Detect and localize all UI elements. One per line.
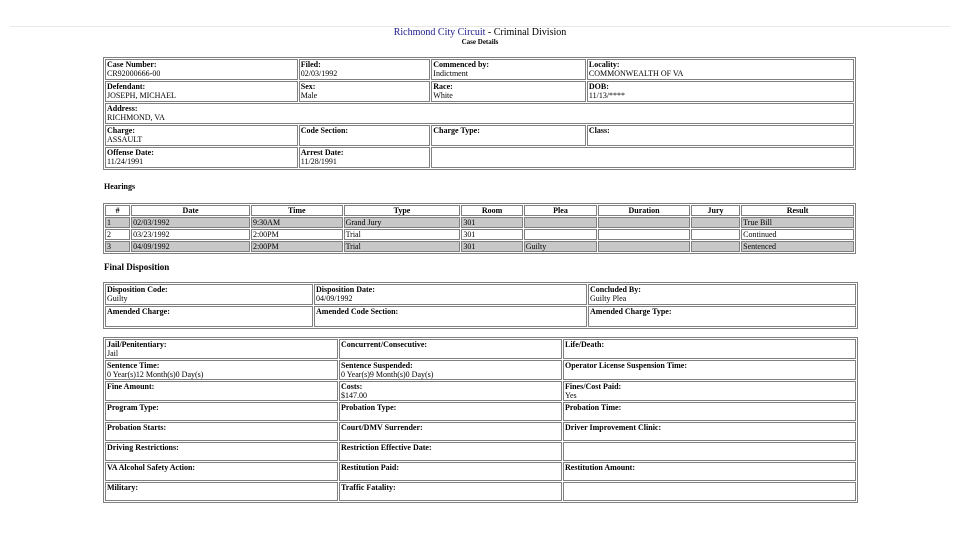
row-time: 2:00PM bbox=[251, 241, 343, 252]
probation-time-cell bbox=[563, 402, 856, 421]
dob-label: DOB: bbox=[588, 82, 609, 91]
division-name: Criminal Division bbox=[493, 27, 567, 38]
suspended-label: Sentence Suspended: bbox=[341, 361, 413, 370]
row-time: 2:00PM bbox=[251, 229, 343, 240]
arrest-date-value: 11/28/1991 bbox=[300, 157, 337, 166]
row-date: 03/23/1992 bbox=[131, 229, 250, 240]
probation-type-cell bbox=[339, 402, 562, 421]
address-cell bbox=[105, 103, 854, 124]
dob-value: 11/13/**** bbox=[588, 91, 626, 100]
sex-cell bbox=[299, 81, 431, 102]
charge-type-label: Charge Type: bbox=[433, 126, 480, 135]
row-type: Trial bbox=[344, 229, 461, 240]
table-row bbox=[105, 217, 854, 228]
program-label: Program Type: bbox=[107, 403, 159, 412]
offense-date-label: Offense Date: bbox=[107, 148, 154, 157]
charge-cell bbox=[105, 125, 298, 146]
hearings-header-row bbox=[105, 205, 854, 216]
col-type: Type bbox=[344, 205, 461, 216]
driving-cell bbox=[105, 442, 338, 461]
case-number-label: Case Number: bbox=[107, 60, 157, 69]
row-room: 301 bbox=[461, 229, 522, 240]
jail-cell bbox=[105, 339, 338, 359]
concluded-value: Guilty Plea bbox=[590, 294, 627, 303]
restitution-paid-label: Restitution Paid: bbox=[341, 463, 399, 472]
offense-date-value: 11/24/1991 bbox=[107, 157, 144, 166]
sentence-time-cell bbox=[105, 360, 338, 380]
row-date: 04/09/1992 bbox=[131, 241, 250, 252]
amended-charge-cell bbox=[105, 306, 313, 327]
case-details-section bbox=[103, 57, 856, 170]
amended-charge-label: Amended Charge: bbox=[107, 307, 170, 316]
restitution-amount-label: Restitution Amount: bbox=[565, 463, 636, 472]
amended-type-cell bbox=[588, 306, 856, 327]
row-plea bbox=[524, 229, 597, 240]
sentence-table bbox=[103, 337, 858, 503]
jail-label: Jail/Penitentiary: bbox=[107, 340, 167, 349]
restitution-paid-cell bbox=[339, 462, 562, 481]
concurrent-cell bbox=[339, 339, 562, 359]
probation-starts-cell bbox=[105, 422, 338, 441]
case-number-value: CR92000666-00 bbox=[107, 69, 161, 78]
row-room: 301 bbox=[461, 241, 522, 252]
restriction-date-label: Restriction Effective Date: bbox=[341, 443, 432, 452]
row-time: 9:30AM bbox=[251, 217, 343, 228]
row-duration bbox=[598, 217, 690, 228]
clinic-cell bbox=[563, 422, 856, 441]
arrest-date-label: Arrest Date: bbox=[300, 148, 344, 157]
locality-label: Locality: bbox=[588, 60, 620, 69]
traffic-fatality-cell bbox=[339, 482, 562, 501]
col-number: # bbox=[105, 205, 130, 216]
row-number: 2 bbox=[105, 229, 130, 240]
row-plea bbox=[524, 217, 597, 228]
row-room: 301 bbox=[461, 217, 522, 228]
costs-cell bbox=[339, 381, 562, 401]
col-duration: Duration bbox=[598, 205, 690, 216]
row-jury bbox=[691, 241, 740, 252]
traffic-fatality-label: Traffic Fatality: bbox=[341, 483, 396, 492]
sentence-section bbox=[103, 337, 856, 503]
amended-code-cell bbox=[314, 306, 587, 327]
disposition-date-value: 04/09/1992 bbox=[316, 294, 353, 303]
row-jury bbox=[691, 217, 740, 228]
disposition-code-value: Guilty bbox=[107, 294, 128, 303]
filed-cell bbox=[299, 59, 431, 80]
costs-value: $147.00 bbox=[341, 391, 367, 400]
disposition-date-cell bbox=[314, 284, 587, 305]
probation-time-label: Probation Time: bbox=[565, 403, 622, 412]
fines-paid-value: Yes bbox=[565, 391, 577, 400]
concluded-label: Concluded By: bbox=[590, 285, 641, 294]
col-jury: Jury bbox=[691, 205, 740, 216]
disposition-code-label: Disposition Code: bbox=[107, 285, 168, 294]
case-number-cell bbox=[105, 59, 298, 80]
hearings-table bbox=[103, 203, 856, 254]
row-plea: Guilty bbox=[524, 241, 597, 252]
row-duration bbox=[598, 241, 690, 252]
costs-label: Costs: bbox=[341, 382, 363, 391]
dob-cell bbox=[587, 81, 854, 102]
defendant-cell bbox=[105, 81, 298, 102]
class-cell bbox=[587, 125, 854, 146]
row-date: 02/03/1992 bbox=[131, 217, 250, 228]
class-label: Class: bbox=[588, 126, 610, 135]
restriction-date-cell bbox=[339, 442, 562, 461]
sentence-time-label: Sentence Time: bbox=[107, 361, 160, 370]
disposition-table bbox=[103, 282, 858, 329]
blank-cell bbox=[563, 482, 856, 501]
defendant-label: Defendant: bbox=[107, 82, 146, 91]
commenced-label: Commenced by: bbox=[433, 60, 490, 69]
fines-paid-cell bbox=[563, 381, 856, 401]
hearings-title: Hearings bbox=[104, 182, 136, 191]
license-label: Operator License Suspension Time: bbox=[565, 361, 688, 370]
amended-type-label: Amended Charge Type: bbox=[590, 307, 672, 316]
dmv-surrender-cell bbox=[339, 422, 562, 441]
amended-code-label: Amended Code Section: bbox=[316, 307, 399, 316]
alcohol-cell bbox=[105, 462, 338, 481]
title-separator: - bbox=[485, 27, 494, 38]
charge-label: Charge: bbox=[107, 126, 135, 135]
court-name: Richmond City Circuit bbox=[393, 27, 486, 38]
commenced-cell bbox=[431, 59, 586, 80]
col-date: Date bbox=[131, 205, 250, 216]
license-cell bbox=[563, 360, 856, 380]
locality-cell bbox=[587, 59, 854, 80]
col-plea: Plea bbox=[524, 205, 597, 216]
col-time: Time bbox=[251, 205, 343, 216]
life-cell bbox=[563, 339, 856, 359]
col-result: Result bbox=[741, 205, 854, 216]
suspended-value: 0 Year(s)9 Month(s)0 Day(s) bbox=[341, 370, 434, 379]
code-section-label: Code Section: bbox=[300, 126, 349, 135]
table-row bbox=[105, 241, 854, 252]
military-cell bbox=[105, 482, 338, 501]
col-room: Room bbox=[461, 205, 522, 216]
driving-label: Driving Restrictions: bbox=[107, 443, 179, 452]
page-header bbox=[0, 27, 960, 47]
code-section-cell bbox=[299, 125, 431, 146]
row-duration bbox=[598, 229, 690, 240]
race-cell bbox=[431, 81, 586, 102]
row-number: 1 bbox=[105, 217, 130, 228]
defendant-value: JOSEPH, MICHAEL bbox=[107, 91, 176, 100]
address-value: RICHMOND, VA bbox=[107, 113, 165, 122]
row-result: True Bill bbox=[741, 217, 854, 228]
disposition-code-cell bbox=[105, 284, 313, 305]
sentence-time-value: 0 Year(s)12 Month(s)0 Day(s) bbox=[107, 370, 204, 379]
jail-value: Jail bbox=[107, 349, 119, 358]
case-details-table bbox=[103, 57, 856, 170]
row-number: 3 bbox=[105, 241, 130, 252]
charge-value: ASSAULT bbox=[107, 135, 143, 144]
page-title bbox=[0, 27, 960, 38]
probation-starts-label: Probation Starts: bbox=[107, 423, 167, 432]
hearings-section bbox=[103, 203, 856, 254]
program-cell bbox=[105, 402, 338, 421]
charge-type-cell bbox=[431, 125, 586, 146]
filed-label: Filed: bbox=[300, 60, 321, 69]
row-result: Sentenced bbox=[741, 241, 854, 252]
row-type: Grand Jury bbox=[344, 217, 461, 228]
filed-value: 02/03/1992 bbox=[300, 69, 338, 78]
page-subtitle: Case Details bbox=[461, 38, 499, 46]
alcohol-label: VA Alcohol Safety Action: bbox=[107, 463, 196, 472]
life-label: Life/Death: bbox=[565, 340, 605, 349]
military-label: Military: bbox=[107, 483, 139, 492]
commenced-value: Indictment bbox=[433, 69, 468, 78]
concluded-cell bbox=[588, 284, 856, 305]
disposition-date-label: Disposition Date: bbox=[316, 285, 375, 294]
empty-cell bbox=[431, 147, 854, 168]
blank-cell bbox=[563, 442, 856, 461]
offense-date-cell bbox=[105, 147, 298, 168]
row-result: Continued bbox=[741, 229, 854, 240]
final-disposition-title: Final Disposition bbox=[104, 262, 170, 272]
suspended-cell bbox=[339, 360, 562, 380]
race-value: White bbox=[433, 91, 453, 100]
restitution-amount-cell bbox=[563, 462, 856, 481]
row-type: Trial bbox=[344, 241, 461, 252]
probation-type-label: Probation Type: bbox=[341, 403, 397, 412]
arrest-date-cell bbox=[299, 147, 431, 168]
row-jury bbox=[691, 229, 740, 240]
sex-label: Sex: bbox=[300, 82, 316, 91]
concurrent-label: Concurrent/Consecutive: bbox=[341, 340, 428, 349]
fine-label: Fine Amount: bbox=[107, 382, 155, 391]
race-label: Race: bbox=[433, 82, 453, 91]
clinic-label: Driver Improvement Clinic: bbox=[565, 423, 662, 432]
locality-value: COMMONWEALTH OF VA bbox=[588, 69, 684, 78]
table-row bbox=[105, 229, 854, 240]
sex-value: Male bbox=[300, 91, 318, 100]
fines-paid-label: Fines/Cost Paid: bbox=[565, 382, 622, 391]
address-label: Address: bbox=[107, 104, 138, 113]
dmv-surrender-label: Court/DMV Surrender: bbox=[341, 423, 423, 432]
fine-cell bbox=[105, 381, 338, 401]
disposition-section bbox=[103, 282, 856, 329]
